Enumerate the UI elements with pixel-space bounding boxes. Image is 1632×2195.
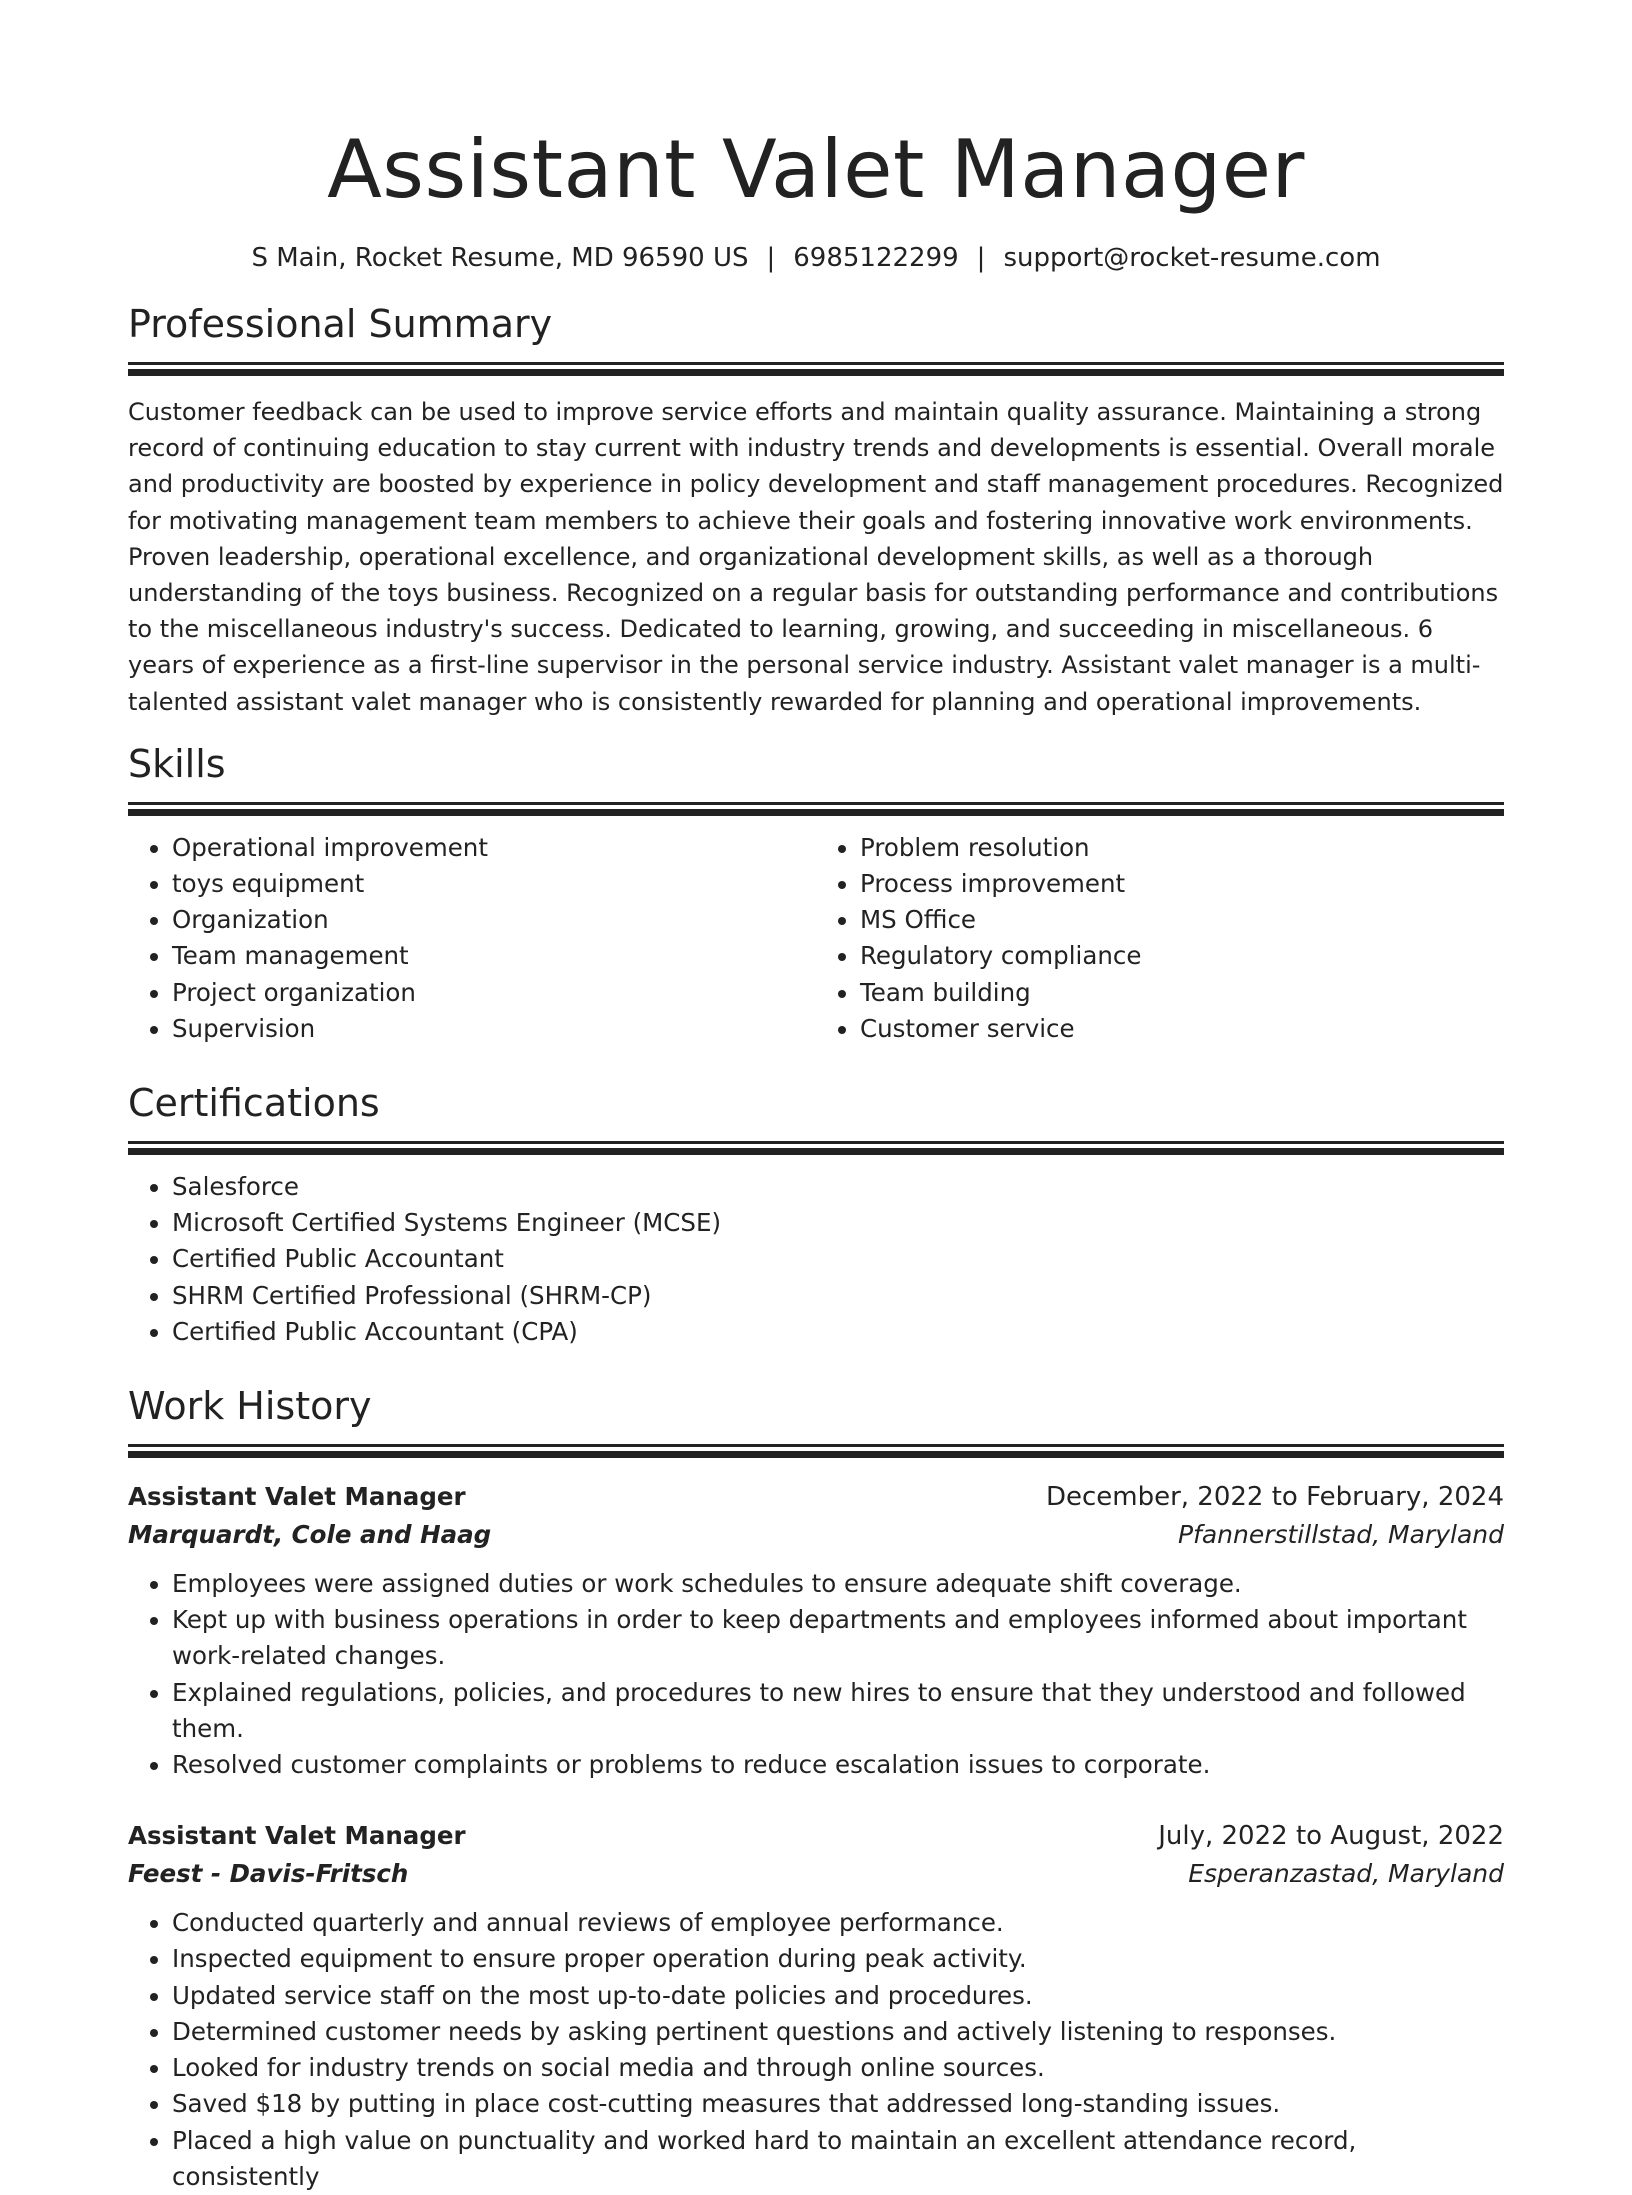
contact-separator: | [766, 243, 776, 273]
job-bullet: • Looked for industry trends on social media and through online sources. [172, 2050, 1504, 2086]
certification-item: • SHRM Certified Professional (SHRM-CP) [172, 1278, 1504, 1314]
skill-item: • Process improvement [860, 866, 1504, 902]
certifications-list [128, 1169, 1504, 1350]
job-entry [128, 1817, 1504, 2195]
job-bullet: • Saved $18 by putting in place cost-cutting measures that addressed long-standing issues. [172, 2086, 1504, 2122]
contact-email[interactable]: support@rocket-resume.com [1003, 243, 1381, 273]
section-title-skills: Skills [128, 741, 226, 786]
job-title: Assistant Valet Manager [128, 1482, 466, 1512]
skill-item: • Regulatory compliance [860, 938, 1504, 974]
certifications-section [128, 1077, 1504, 1350]
summary-section [128, 298, 1504, 720]
resume-name: Assistant Valet Manager [327, 123, 1305, 216]
job-company: Feest - Davis-Fritsch [128, 1859, 409, 1889]
section-title-summary: Professional Summary [128, 302, 553, 346]
job-bullets [128, 1905, 1504, 2195]
section-title-work-history: Work History [128, 1384, 372, 1429]
skill-item: • Organization [172, 902, 816, 938]
skills-list-left [128, 830, 816, 1047]
skill-item: • Supervision [172, 1011, 816, 1047]
skills-columns [128, 824, 1504, 1047]
contact-address: S Main, Rocket Resume, MD 96590 US [251, 243, 749, 273]
job-location: Pfannerstillstad, Maryland [1177, 1520, 1504, 1550]
job-dates: December, 2022 to February, 2024 [1045, 1482, 1504, 1513]
job-bullet: • Kept up with business operations in order to keep departments and employees informed about important work-related changes. [172, 1602, 1504, 1674]
section-divider [128, 362, 1504, 384]
job-bullet: • Resolved customer complaints or problems to reduce escalation issues to corporate. [172, 1747, 1504, 1783]
job-bullet: • Placed a high value on punctuality and worked hard to maintain an excellent attendance record, consistently [172, 2123, 1504, 2195]
skill-item: • Operational improvement [172, 830, 816, 866]
skill-item: • Problem resolution [860, 830, 1504, 866]
certification-item: • Certified Public Accountant [172, 1241, 1504, 1277]
job-bullet: • Determined customer needs by asking pertinent questions and actively listening to responses. [172, 2014, 1504, 2050]
job-company: Marquardt, Cole and Haag [128, 1520, 492, 1550]
section-divider [128, 802, 1504, 824]
job-bullet: • Explained regulations, policies, and procedures to new hires to ensure that they understood and followed them. [172, 1675, 1504, 1747]
skill-item: • toys equipment [172, 866, 816, 902]
skill-item: • MS Office [860, 902, 1504, 938]
skill-item: • Team management [172, 938, 816, 974]
skill-item: • Project organization [172, 975, 816, 1011]
job-entry [128, 1478, 1504, 1783]
certification-item: • Microsoft Certified Systems Engineer (MCSE) [172, 1205, 1504, 1241]
skill-item: • Team building [860, 975, 1504, 1011]
job-bullet: • Inspected equipment to ensure proper operation during peak activity. [172, 1941, 1504, 1977]
skills-list-right [816, 830, 1504, 1047]
job-bullet: • Employees were assigned duties or work schedules to ensure adequate shift coverage. [172, 1566, 1504, 1602]
job-title: Assistant Valet Manager [128, 1821, 466, 1851]
contact-line [128, 240, 1504, 276]
contact-phone: 6985122299 [793, 243, 959, 273]
work-history-section [128, 1380, 1504, 2195]
certification-item: • Salesforce [172, 1169, 1504, 1205]
summary-text: Customer feedback can be used to improve service efforts and maintain quality assurance. Maintaining a strong record of continuing education to stay current with industry trends and developments is essential. Overall morale and productivity are boosted by experience in policy development and staff management procedures. Recognized for motivating management team members to achieve their goals and fostering innovative work environments. Proven leadership, operational excellence, and organizational development skills, as well as a thorough understanding of the toys business. Recognized on a regular basis for outstanding performance and contributions to the miscellaneous industry's success. Dedicated to learning, growing, and succeeding in miscellaneous. 6 years of experience as a first-line supervisor in the personal service industry. Assistant valet manager is a multi-talented assistant valet manager who is consistently rewarded for planning and operational improvements. [128, 398, 1504, 716]
job-bullet: • Updated service staff on the most up-to-date policies and procedures. [172, 1978, 1504, 2014]
skills-section [128, 738, 1504, 1047]
section-divider [128, 1444, 1504, 1466]
section-divider [128, 1141, 1504, 1163]
job-location: Esperanzastad, Maryland [1188, 1859, 1504, 1889]
skill-item: • Customer service [860, 1011, 1504, 1047]
section-title-certifications: Certifications [128, 1081, 380, 1126]
job-bullets [128, 1566, 1504, 1783]
job-bullet: • Conducted quarterly and annual reviews of employee performance. [172, 1905, 1504, 1941]
contact-separator: | [976, 243, 986, 273]
job-dates: July, 2022 to August, 2022 [1158, 1821, 1504, 1852]
certification-item: • Certified Public Accountant (CPA) [172, 1314, 1504, 1350]
